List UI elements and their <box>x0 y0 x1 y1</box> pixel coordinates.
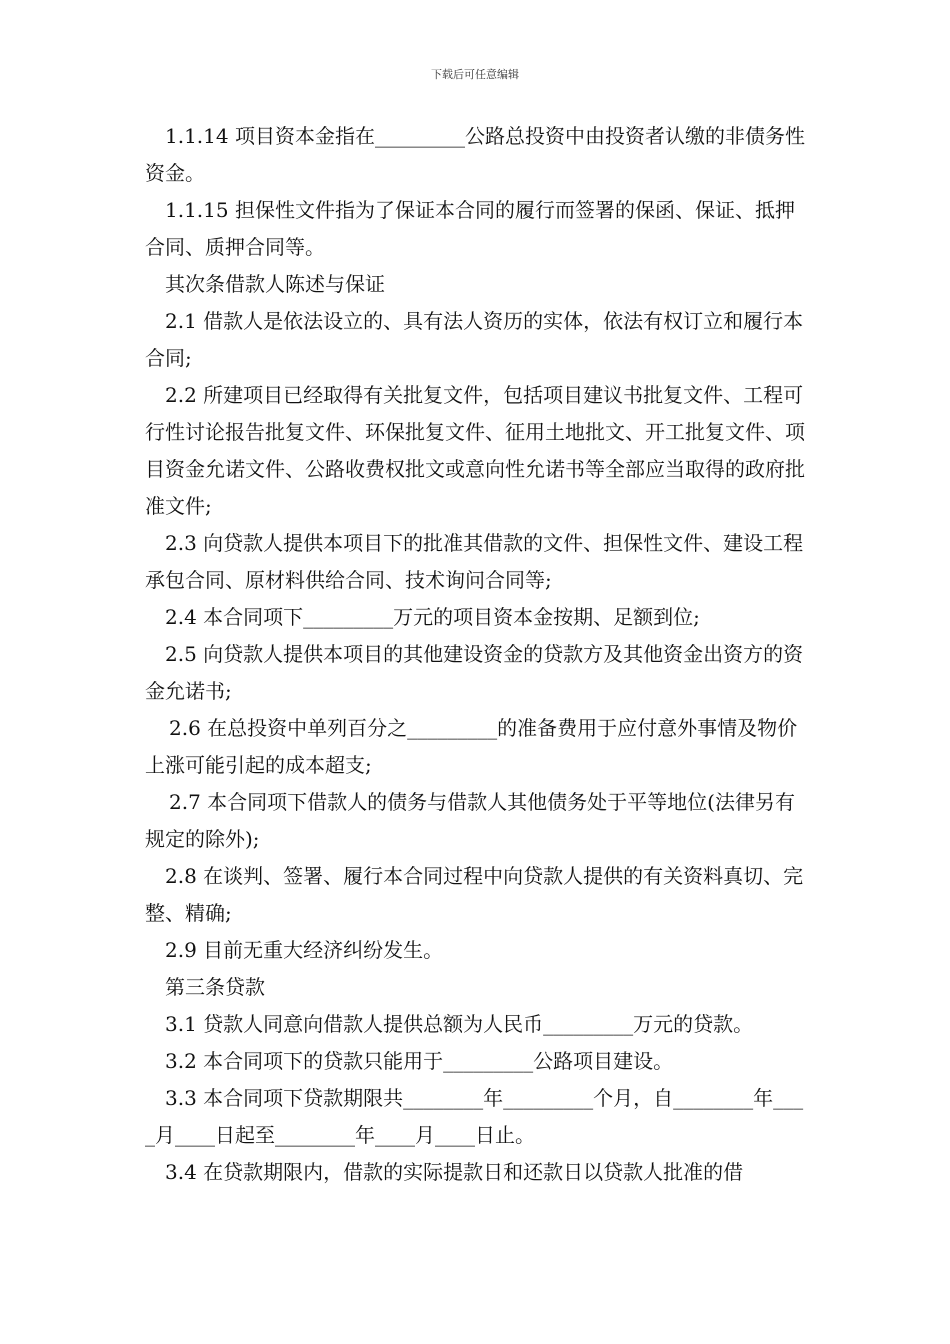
clause-2-4: 2.4 本合同项下_________万元的项目资本金按期、足额到位; <box>165 605 700 629</box>
clause-1-1-15: 1.1.15 担保性文件指为了保证本合同的履行而签署的保函、保证、抵押合同、质押合同等。 <box>145 198 795 259</box>
clause-3-4: 3.4 在贷款期限内，借款的实际提款日和还款日以贷款人批准的借 <box>165 1160 744 1184</box>
page-header-note: 下载后可任意编辑 <box>431 68 519 81</box>
clause-3-1: 3.1 贷款人同意向借款人提供总额为人民币_________万元的贷款。 <box>165 1012 754 1036</box>
clause-2-6: 2.6 在总投资中单列百分之_________的准备费用于应付意外事情及物价上涨可能引起的成本超支; <box>145 716 798 777</box>
article-3-heading: 第三条贷款 <box>165 975 265 999</box>
clause-2-9: 2.9 目前无重大经济纠纷发生。 <box>165 938 444 962</box>
clause-2-5: 2.5 向贷款人提供本项目的其他建设资金的贷款方及其他资金出资方的资金允诺书; <box>145 642 804 703</box>
clause-1-1-14: 1.1.14 项目资本金指在_________公路总投资中由投资者认缴的非债务性资金。 <box>145 124 805 185</box>
document-body <box>145 118 810 1191</box>
clause-2-1: 2.1 借款人是依法设立的、具有法人资历的实体，依法有权订立和履行本合同; <box>145 309 804 370</box>
clause-2-7: 2.7 本合同项下借款人的债务与借款人其他债务处于平等地位(法律另有规定的除外); <box>145 790 795 851</box>
article-2-heading: 其次条借款人陈述与保证 <box>165 272 385 296</box>
clause-2-8: 2.8 在谈判、签署、履行本合同过程中向贷款人提供的有关资料真切、完整、精确; <box>145 864 804 925</box>
clause-3-2: 3.2 本合同项下的贷款只能用于_________公路项目建设。 <box>165 1049 674 1073</box>
clause-3-3: 3.3 本合同项下贷款期限共________年_________个月，自________年____月____日起至________年____月____日止。 <box>145 1086 804 1147</box>
clause-2-3: 2.3 向贷款人提供本项目下的批准其借款的文件、担保性文件、建设工程承包合同、原材料供给合同、技术询问合同等; <box>145 531 804 592</box>
clause-2-2: 2.2 所建项目已经取得有关批复文件，包括项目建议书批复文件、工程可行性讨论报告批复文件、环保批复文件、征用土地批文、开工批复文件、项目资金允诺文件、公路收费权批文或意向性允诺书等全部应当取得的政府批准文件; <box>145 383 805 518</box>
